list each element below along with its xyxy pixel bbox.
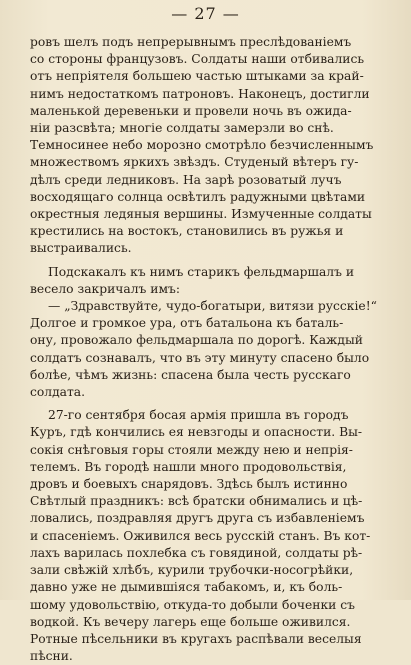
text-line: ловались, поздравляя другъ друга съ избавленiемъ	[30, 511, 365, 526]
text-line: Подскакалъ къ нимъ старикъ фельдмаршалъ и	[48, 264, 355, 279]
text-line: со стороны французовъ. Солдаты наши отбивались	[30, 52, 365, 67]
paragraph-3	[30, 298, 386, 401]
text-line: крестились на востокъ, становились въ ружья и	[30, 224, 344, 239]
text-line: телемъ. Въ городѣ нашли много продовольствiя,	[30, 459, 347, 474]
paragraph-2	[30, 264, 386, 298]
text-line: восходящаго солнца освѣтилъ радужными цвѣтами	[30, 189, 366, 204]
text-line: дровъ и боевыхъ снарядовъ. Здѣсь былъ истинно	[30, 477, 348, 492]
paragraph-4	[30, 407, 386, 665]
text-line: ону, провожало фельдмаршала по дорогѣ. Каждый	[30, 333, 363, 348]
text-line: сокiя снѣговыя горы стояли между нею и непрiя-	[30, 442, 353, 457]
page-number: — 27 —	[171, 4, 240, 23]
text-line: пѣсни.	[30, 649, 73, 664]
text-line: ровъ шелъ подъ непрерывнымъ преслѣдованiемъ	[30, 35, 352, 49]
text-line: — „Здравствуйте, чудо-богатыри, витязи русскiе!“	[48, 299, 377, 314]
text-line: зали свѣжiй хлѣбъ, курили трубочки-носогрѣйки,	[30, 563, 354, 578]
text-line: Куръ, гдѣ кончились ея невзгоды и опасности. Вы-	[30, 425, 363, 440]
text-line: солдатъ сознавалъ, что въ эту минуту спасено было	[30, 350, 370, 365]
body-text	[30, 34, 386, 665]
text-line: водкой. Къ вечеру лагерь еще больше оживился.	[30, 614, 351, 629]
text-line: Темносинее небо морозно смотрѣло безчисленнымъ	[30, 138, 374, 153]
text-line: Долгое и громкое ура, отъ батальона къ баталь-	[30, 316, 344, 331]
text-line: шому удовольствiю, откуда-то добыли боченки съ	[30, 597, 355, 612]
text-line: Ротные пѣсельники въ кругахъ распѣвали веселыя	[30, 631, 362, 646]
text-line: множествомъ яркихъ звѣздъ. Студеный вѣтеръ гу-	[30, 155, 359, 170]
text-line: отъ непрiятеля большею частью штыками за край-	[30, 69, 364, 84]
text-line: давно уже не дымившiяся табакомъ, и, къ боль-	[30, 580, 343, 595]
paragraph-1	[30, 34, 386, 258]
text-line: солдата.	[30, 385, 86, 400]
text-line: нимъ недостаткомъ патроновъ. Наконецъ, достигли	[30, 86, 370, 101]
text-line: выстраивались.	[30, 241, 132, 256]
text-line: весело закричалъ имъ:	[30, 281, 181, 296]
text-line: болѣе, чѣмъ жизнь: спасена была честь русскаго	[30, 367, 351, 382]
text-line: окрестныя ледяныя вершины. Измученные солдаты	[30, 207, 372, 222]
text-line: нiи разсвѣта; многiе солдаты замерзли во снѣ.	[30, 121, 334, 136]
text-line: 27-го сентября босая армiя пришла въ городъ	[48, 408, 349, 423]
text-line: маленькой деревеньки и провели ночь въ ожида-	[30, 103, 352, 118]
text-line: Свѣтлый праздникъ: всѣ братски обнимались и цѣ-	[30, 494, 363, 509]
text-line: лахъ варилась похлебка съ говядиной, солдаты рѣ-	[30, 545, 363, 560]
text-line: и спасенiемъ. Оживился весь русскiй станъ. Въ кот-	[30, 528, 371, 543]
text-line: дѣлъ среди ледниковъ. На зарѣ розоватый лучъ	[30, 172, 342, 187]
